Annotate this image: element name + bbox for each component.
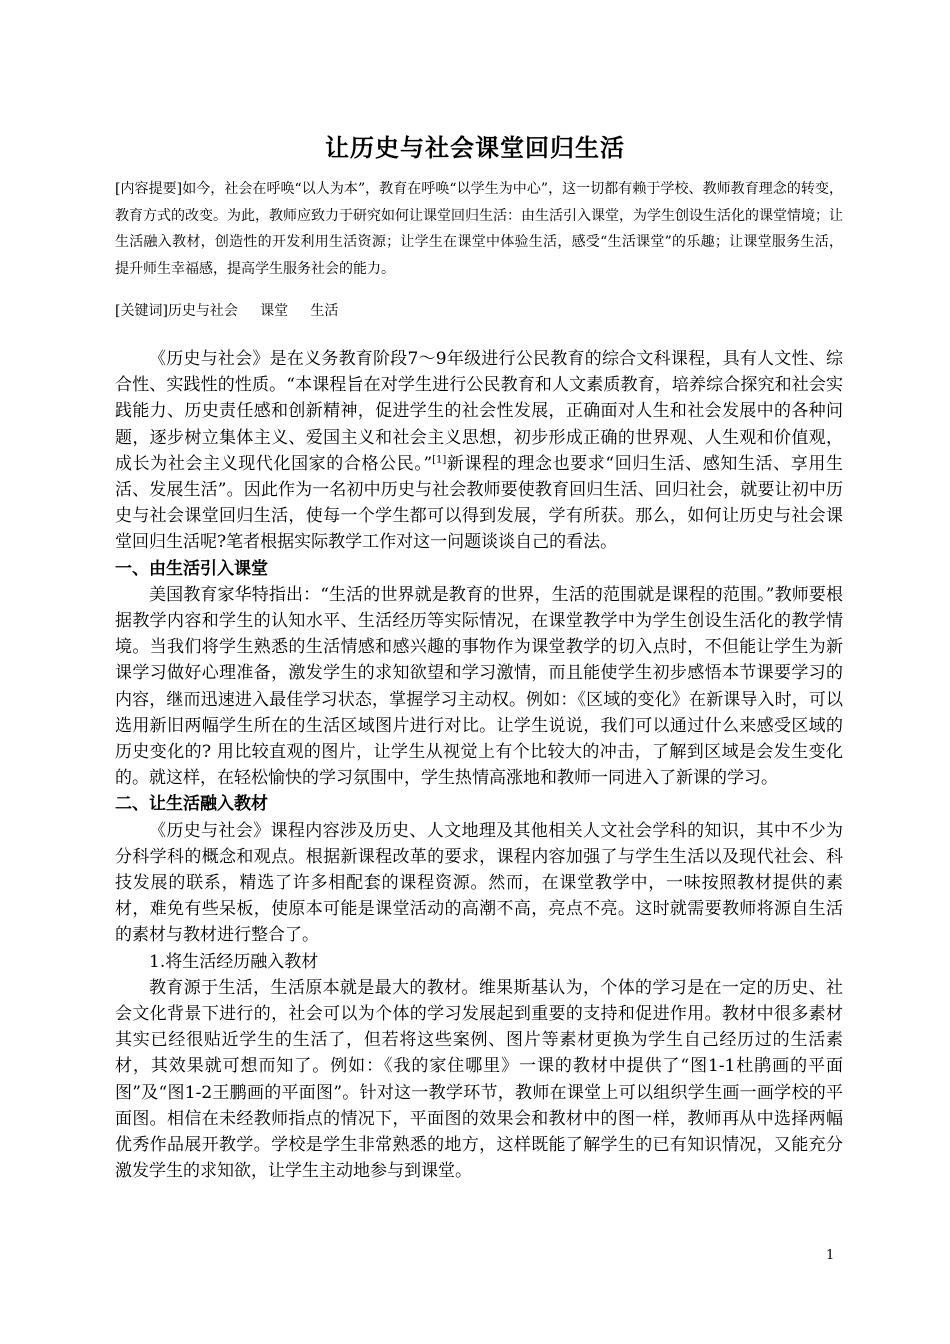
section-2-paragraph-2: 教育源于生活，生活原本就是最大的教材。维果斯基认为，个体的学习是在一定的历史、社会文化背景下进行的，社会可以为个体的学习发展起到重要的支持和促进作用。教材中很多素材其实已经很贴近学生的生活了，但若将这些案例、图片等素材更换为学生自己经历过的生活素材，其效果就可想而知了。例如：《我的家住哪里》一课的教材中提供了“图1-1杜鹃画的平面图”及“图1-2王鹏画的平面图”。针对这一教学环节，教师在课堂上可以组织学生画一画学校的平面图。相信在未经教师指点的情况下，平面图的效果会和教材中的图一样，教师再从中选择两幅优秀作品展开教学。学校是学生非常熟悉的地方，这样既能了解学生的已有知识情况，又能充分激发学生的求知欲，让学生主动地参与到课堂。 bbox=[115, 977, 843, 1182]
intro-text-continued: 新课程的理念也要求“回归生活、感知生活、享用生活、发展生活”。因此作为一名初中历史与社会教师要使教育回归生活、回归社会，就要让初中历史与社会课堂回归生活，使每一个学生都可以得到发展，学有所获。那么，如何让历史与社会课堂回归生活呢?笔者根据实际教学工作对这一问题谈谈自己的看法。 bbox=[115, 453, 843, 553]
section-2-paragraph: 《历史与社会》课程内容涉及历史、人文地理及其他相关人文社会学科的知识，其中不少为分科学科的概念和观点。根据新课程改革的要求，课程内容加强了与学生生活以及现代社会、科技发展的联系，精选了许多相配套的课程资源。然而，在课堂教学中，一味按照教材提供的素材，难免有些呆板，使原本可能是课堂活动的高潮不高，亮点不亮。这时就需要教师将源自生活的素材与教材进行整合了。 bbox=[115, 820, 843, 946]
subsection-heading: 1.将生活经历融入教材 bbox=[149, 951, 319, 972]
section-1-paragraph: 美国教育家华特指出：“生活的世界就是教育的世界，生活的范围就是课程的范围。”教师要根据教学内容和学生的认知水平、生活经历等实际情况，在课堂教学中为学生创设生活化的教学情境。当我们将学生熟悉的生活情感和感兴趣的事物作为课堂教学的切入点时，不但能让学生为新课学习做好心理准备，激发学生的求知欲望和学习激情，而且能使学生初步感悟本节课要学习的内容，继而迅速进入最佳学习状态，掌握学习主动权。例如：《区域的变化》在新课导入时，可以选用新旧两幅学生所在的生活区域图片进行对比。让学生说说，我们可以通过什么来感受区域的历史变化的? 用比较直观的图片，让学生从视觉上有个比较大的冲击，了解到区域是会发生变化的。就这样，在轻松愉快的学习氛围中，学生热情高涨地和教师一同进入了新课的学习。 bbox=[115, 584, 843, 789]
intro-paragraph bbox=[115, 346, 843, 556]
page-number: 1 bbox=[826, 1248, 835, 1263]
section-heading-2: 二、让生活融入教材 bbox=[115, 794, 268, 815]
intro-text: 《历史与社会》是在义务教育阶段7～9年级进行公民教育的综合文科课程，具有人文性、综合性、实践性的性质。“本课程旨在对学生进行公民教育和人文素质教育，培养综合探究和社会实践能力、历史责任感和创新精神，促进学生的社会性发展，正确面对人生和社会发展中的各种问题，逐步树立集体主义、爱国主义和社会主义思想，初步形成正确的世界观、人生观和价值观，成长为社会主义现代化国家的合格公民。” bbox=[115, 349, 843, 474]
keywords: [关键词]历史与社会 课堂 生活 bbox=[115, 303, 339, 319]
footnote-marker: [1] bbox=[432, 454, 447, 466]
abstract: [内容提要]如今，社会在呼唤“以人为本”，教育在呼唤“以学生为中心”，这一切都有赖于学校、教师教育理念的转变，教育方式的改变。为此，教师应致力于研究如何让课堂回归生活：由生活引入课堂，为学生创设生活化的课堂情境；让生活融入教材，创造性的开发利用生活资源；让学生在课堂中体验生活，感受“生活课堂”的乐趣；让课堂服务生活，提升师生幸福感，提高学生服务社会的能力。 bbox=[115, 181, 843, 277]
section-heading-1: 一、由生活引入课堂 bbox=[115, 558, 268, 579]
document-title: 让历史与社会课堂回归生活 bbox=[325, 134, 625, 162]
main-body bbox=[115, 346, 843, 1185]
